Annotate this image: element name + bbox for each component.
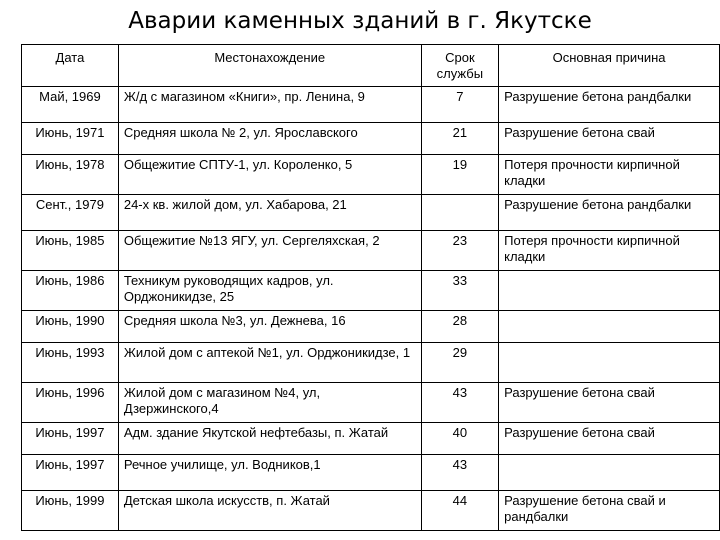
cell-service-life: 43 [421,383,499,423]
cell-cause: Разрушение бетона рандбалки [499,87,720,123]
table-row [22,195,720,231]
table-row [22,311,720,343]
cell-service-life: 33 [421,271,499,311]
cell-location: Средняя школа №3, ул. Дежнева, 16 [118,311,421,343]
table-row [22,271,720,311]
cell-service-life: 21 [421,123,499,155]
table-row [22,423,720,455]
cell-date: Июнь, 1978 [22,155,119,195]
cell-service-life: 44 [421,491,499,531]
cell-cause [499,311,720,343]
cell-location: 24-х кв. жилой дом, ул. Хабарова, 21 [118,195,421,231]
table-row [22,155,720,195]
cell-cause: Потеря прочности кирпичной кладки [499,231,720,271]
cell-date: Июнь, 1986 [22,271,119,311]
cell-cause [499,271,720,311]
cell-date: Июнь, 1990 [22,311,119,343]
cell-location: Техникум руководящих кадров, ул. Орджоникидзе, 25 [118,271,421,311]
table-row [22,383,720,423]
cell-service-life: 29 [421,343,499,383]
cell-date: Июнь, 1997 [22,455,119,491]
cell-date: Сент., 1979 [22,195,119,231]
cell-location: Детская школа искусств, п. Жатай [118,491,421,531]
table-row [22,343,720,383]
cell-service-life: 40 [421,423,499,455]
header-cause: Основная причина [499,45,720,87]
cell-cause: Разрушение бетона свай и рандбалки [499,491,720,531]
cell-cause: Потеря прочности кирпичной кладки [499,155,720,195]
cell-location: Средняя школа № 2, ул. Ярославского [118,123,421,155]
cell-location: Адм. здание Якутской нефтебазы, п. Жатай [118,423,421,455]
table-row [22,231,720,271]
cell-location: Общежитие СПТУ-1, ул. Короленко, 5 [118,155,421,195]
cell-date: Июнь, 1993 [22,343,119,383]
table-row [22,87,720,123]
cell-service-life: 19 [421,155,499,195]
table-header-row [22,45,720,87]
cell-date: Июнь, 1999 [22,491,119,531]
header-date: Дата [22,45,119,87]
cell-service-life: 7 [421,87,499,123]
cell-service-life: 23 [421,231,499,271]
cell-date: Июнь, 1985 [22,231,119,271]
cell-cause: Разрушение бетона свай [499,423,720,455]
table-row [22,455,720,491]
header-location: Местонахождение [118,45,421,87]
cell-date: Июнь, 1971 [22,123,119,155]
cell-service-life: 28 [421,311,499,343]
header-service-life: Срок службы [421,45,499,87]
cell-service-life: 43 [421,455,499,491]
cell-location: Общежитие №13 ЯГУ, ул. Сергеляхская, 2 [118,231,421,271]
cell-cause: Разрушение бетона свай [499,383,720,423]
cell-cause: Разрушение бетона свай [499,123,720,155]
table-row [22,491,720,531]
cell-location: Жилой дом с магазином №4, ул, Дзержинского,4 [118,383,421,423]
cell-cause [499,343,720,383]
accidents-table [21,44,720,531]
cell-date: Май, 1969 [22,87,119,123]
cell-cause [499,455,720,491]
table-row [22,123,720,155]
cell-date: Июнь, 1997 [22,423,119,455]
cell-date: Июнь, 1996 [22,383,119,423]
cell-service-life [421,195,499,231]
cell-location: Ж/д с магазином «Книги», пр. Ленина, 9 [118,87,421,123]
page-title: Аварии каменных зданий в г. Якутске [128,8,592,34]
cell-cause: Разрушение бетона рандбалки [499,195,720,231]
cell-location: Речное училище, ул. Водников,1 [118,455,421,491]
cell-location: Жилой дом с аптекой №1, ул. Орджоникидзе, 1 [118,343,421,383]
